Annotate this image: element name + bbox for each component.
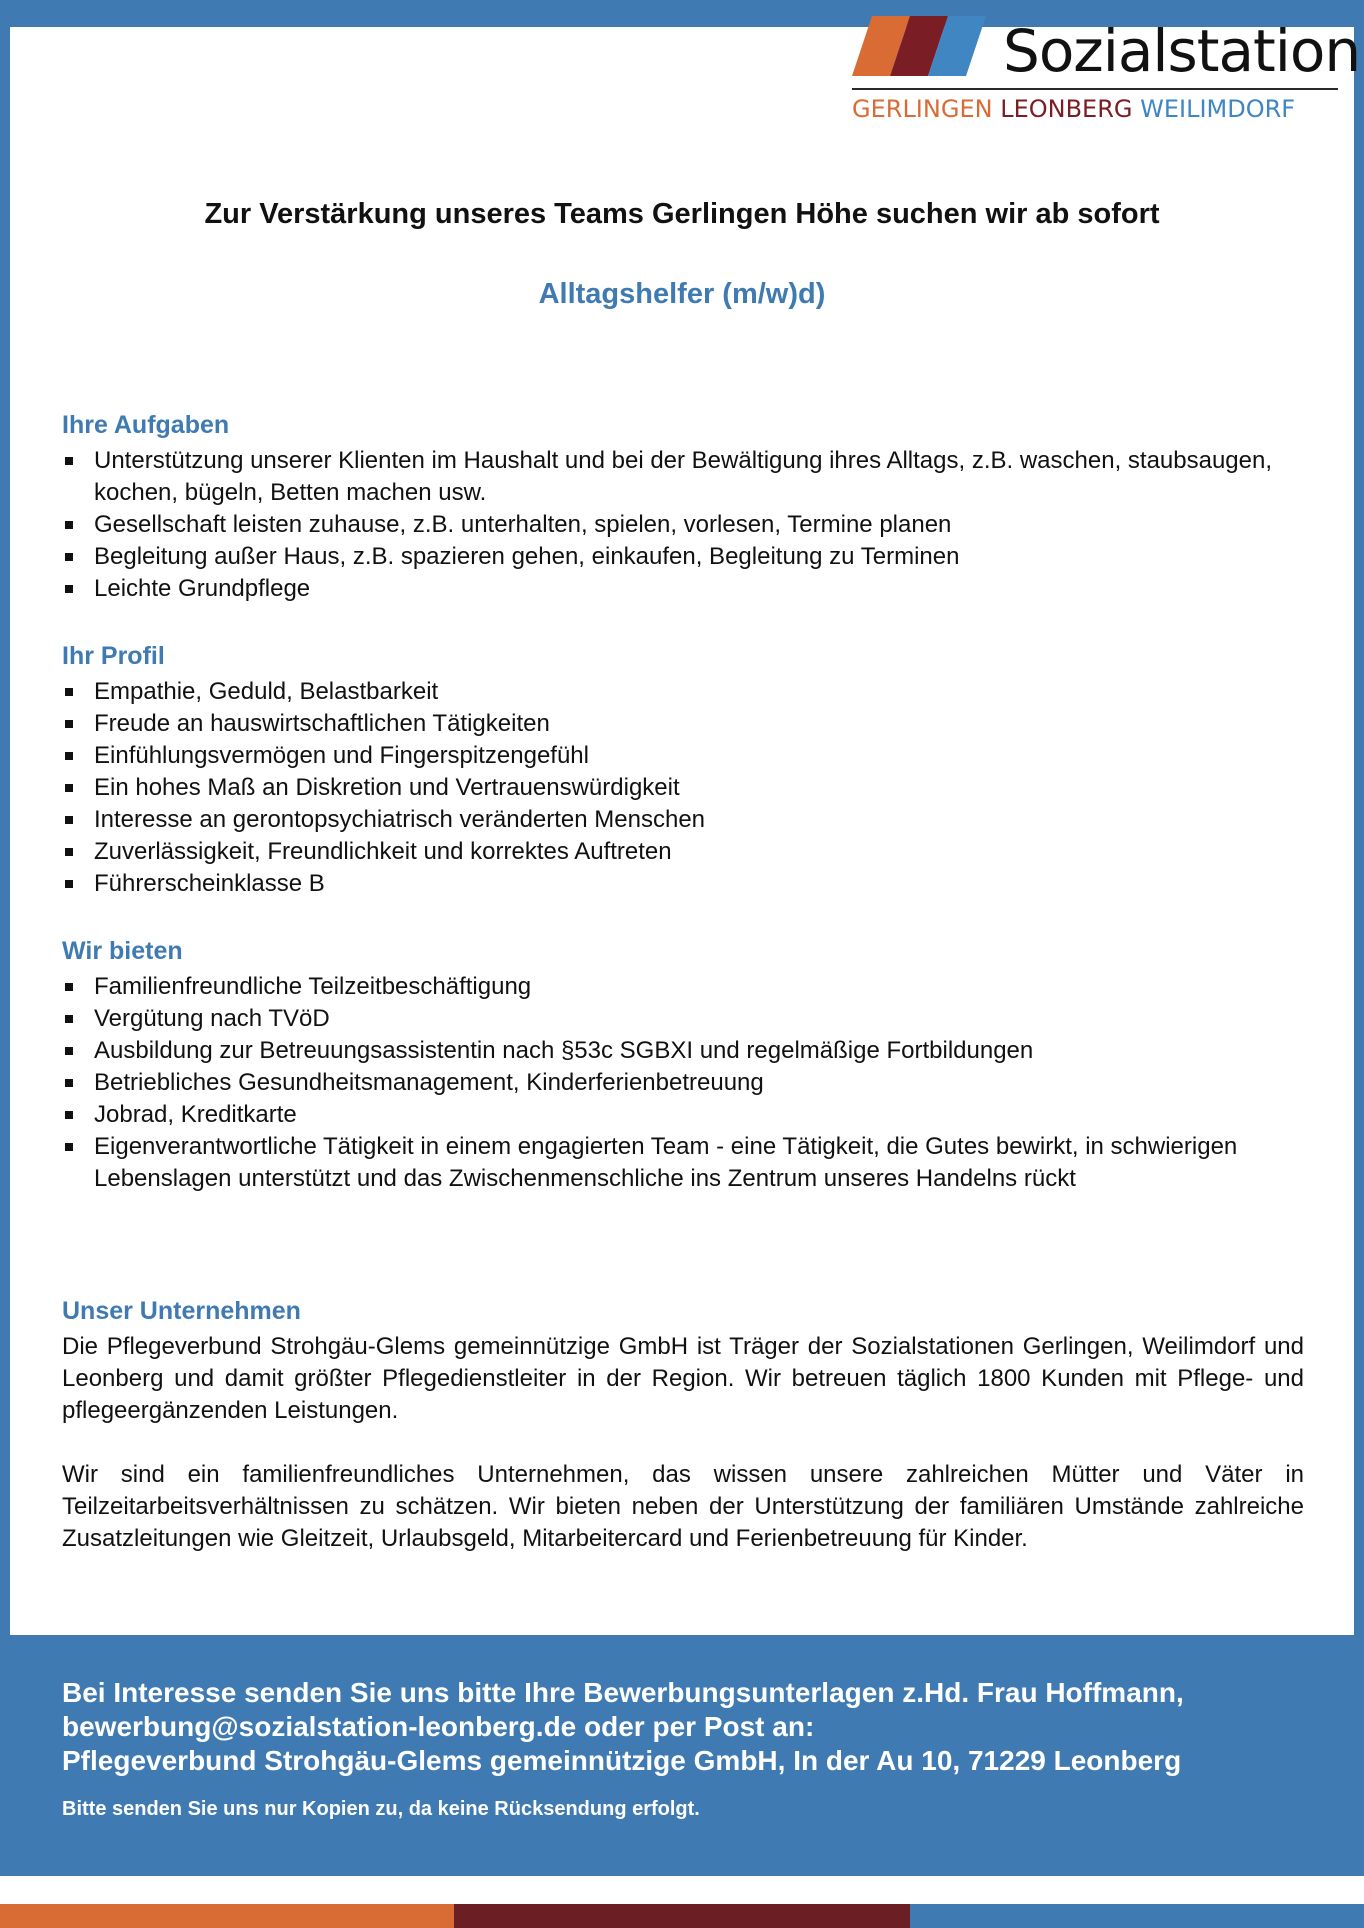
list-item: Zuverlässigkeit, Freundlichkeit und korrektes Auftreten [62, 836, 1304, 868]
list-item: Ein hohes Maß an Diskretion und Vertrauenswürdigkeit [62, 772, 1304, 804]
headline: Zur Verstärkung unseres Teams Gerlingen Höhe suchen wir ab sofort [204, 198, 1160, 230]
list-item: Leichte Grundpflege [62, 573, 1304, 605]
contact-note: Bitte senden Sie uns nur Kopien zu, da keine Rücksendung erfolgt. [62, 1798, 700, 1820]
section-profile [62, 640, 1304, 900]
logo-city-weilimdorf: WEILIMDORF [1140, 95, 1296, 123]
section-heading-tasks: Ihre Aufgaben [62, 411, 230, 439]
logo-stripes-icon [850, 14, 1010, 84]
contact-address: Pflegeverbund Strohgäu-Glems gemeinnützige GmbH, In der Au 10, 71229 Leonberg [62, 1745, 1182, 1776]
company-paragraph: Die Pflegeverbund Strohgäu-Glems gemeinnützige GmbH ist Träger der Sozialstationen Gerlingen, Weilimdorf und Leonberg und damit größter Pflegedienstleiter in der Region. Wir betreuen täglich 1800 Kunden mit Pflege- und pflegeergänzenden Leistungen. [62, 1333, 1304, 1424]
list-item: Ausbildung zur Betreuungsassistentin nach §53c SGBXI und regelmäßige Fortbildungen [62, 1035, 1304, 1067]
list-item: Führerscheinklasse B [62, 868, 1304, 900]
list-item: Betriebliches Gesundheitsmanagement, Kinderferienbetreuung [62, 1067, 1304, 1099]
contact-footer [62, 1676, 1312, 1822]
offer-list [62, 971, 1304, 1195]
list-item: Jobrad, Kreditkarte [62, 1099, 1304, 1131]
section-heading-company: Unser Unternehmen [62, 1297, 301, 1325]
profile-list [62, 676, 1304, 900]
logo-divider [852, 88, 1338, 90]
section-tasks [62, 409, 1304, 605]
section-offer [62, 935, 1304, 1195]
company-paragraph: Wir sind ein familienfreundliches Unternehmen, das wissen unsere zahlreichen Mütter und Väter in Teilzeitarbeitsverhältnissen zu schätzen. Wir bieten neben der Unterstützung der familiären Umstände zahlreiche Zusatzleitungen wie Gleitzeit, Urlaubsgeld, Mitarbeitercard und Ferienbetreuung für Kinder. [62, 1461, 1304, 1552]
bottom-bar-blue [910, 1904, 1364, 1928]
list-item: Interesse an gerontopsychiatrisch veränderten Menschen [62, 804, 1304, 836]
logo-cities [852, 94, 1342, 124]
list-item: Vergütung nach TVöD [62, 1003, 1304, 1035]
logo-city-leonberg: LEONBERG [1000, 95, 1133, 123]
list-item: Gesellschaft leisten zuhause, z.B. unterhalten, spielen, vorlesen, Termine planen [62, 509, 1304, 541]
bottom-bar-orange [0, 1904, 454, 1928]
bottom-bar-red [454, 1904, 910, 1928]
contact-email[interactable]: bewerbung@sozialstation-leonberg.de oder per Post an: [62, 1711, 815, 1742]
list-item: Empathie, Geduld, Belastbarkeit [62, 676, 1304, 708]
logo-wordmark: Sozialstation [1003, 17, 1361, 85]
list-item: Einfühlungsvermögen und Fingerspitzengefühl [62, 740, 1304, 772]
logo-city-gerlingen: GERLINGEN [852, 95, 993, 123]
list-item: Begleitung außer Haus, z.B. spazieren gehen, einkaufen, Begleitung zu Terminen [62, 541, 1304, 573]
section-heading-offer: Wir bieten [62, 937, 183, 965]
list-item: Familienfreundliche Teilzeitbeschäftigung [62, 971, 1304, 1003]
list-item: Freude an hauswirtschaftlichen Tätigkeiten [62, 708, 1304, 740]
section-heading-profile: Ihr Profil [62, 642, 165, 670]
sozialstation-logo [850, 14, 1361, 124]
list-item: Unterstützung unserer Klienten im Haushalt und bei der Bewältigung ihres Alltags, z.B. waschen, staubsaugen, kochen, bügeln, Betten machen usw. [62, 445, 1304, 509]
contact-line: Bei Interesse senden Sie uns bitte Ihre Bewerbungsunterlagen z.Hd. Frau Hoffmann, [62, 1677, 1184, 1708]
list-item: Eigenverantwortliche Tätigkeit in einem engagierten Team - eine Tätigkeit, die Gutes bewirkt, in schwierigen Lebenslagen unterstützt und das Zwischenmenschliche ins Zentrum unseres Handelns rückt [62, 1131, 1304, 1195]
section-company [62, 1295, 1304, 1555]
job-title: Alltagshelfer (m/w)d) [538, 278, 826, 310]
tasks-list [62, 445, 1304, 605]
